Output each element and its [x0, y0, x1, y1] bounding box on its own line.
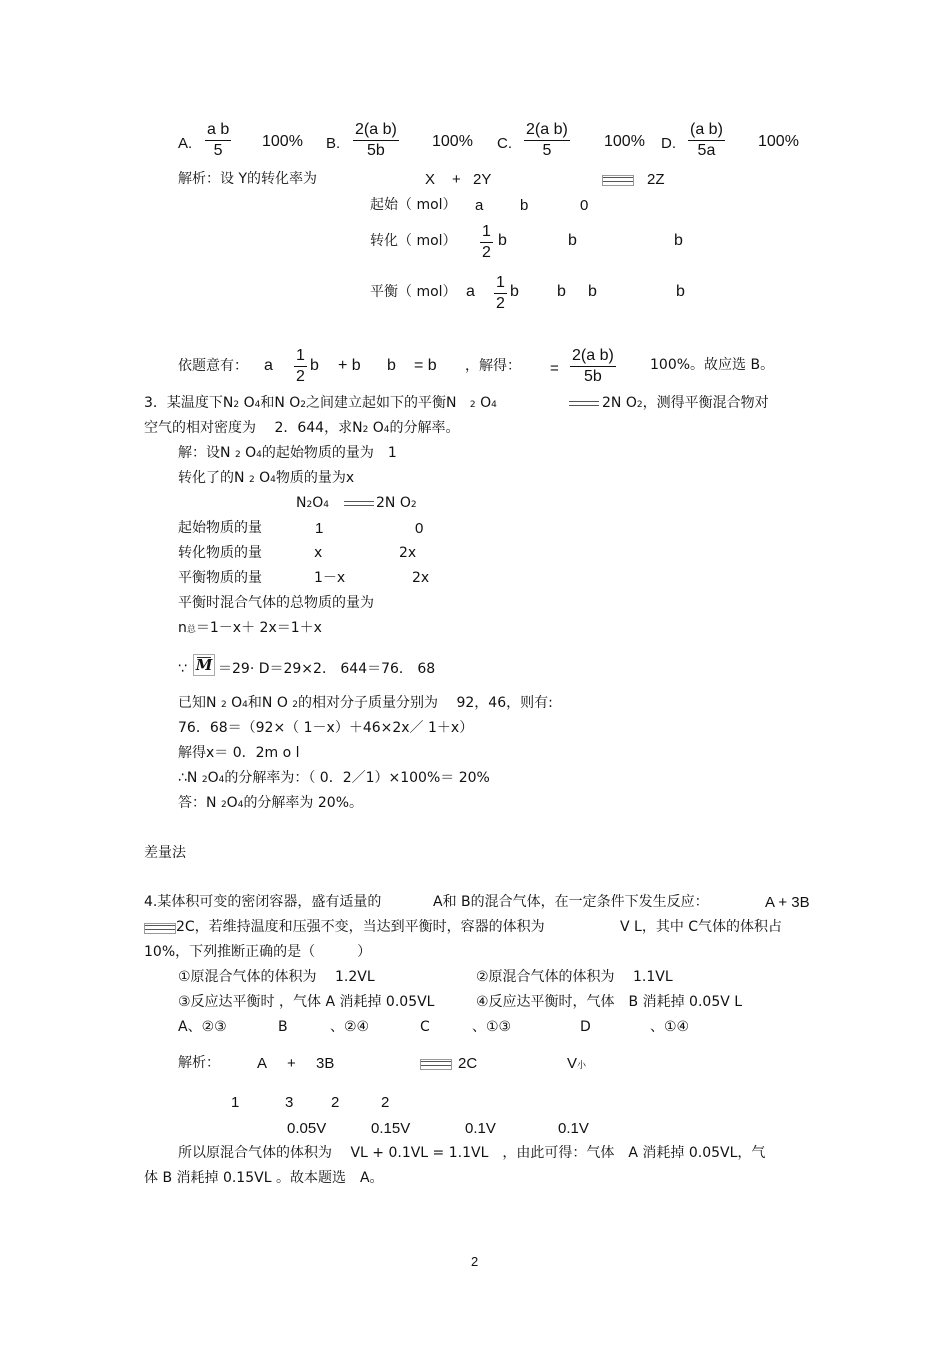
final-solve: ，解得： — [465, 358, 521, 374]
q4-analysis-label: 解析： — [178, 1055, 220, 1071]
q4-line-1b: A和 B的混合气体，在一定条件下发生反应： — [433, 894, 709, 910]
q3-l1-f: 2N O — [602, 395, 637, 411]
option-a-label: A. — [178, 135, 193, 152]
q3-line-10: ＝29· D＝29×2． 644＝76． 68 — [218, 661, 436, 677]
final-a: a — [264, 357, 273, 374]
start-label: 起始（ mol） — [370, 197, 457, 213]
q3-line-1 — [144, 396, 497, 410]
q3-l1-e: O — [480, 395, 492, 411]
q4-line-1c: A + 3B — [765, 894, 810, 911]
conversion-half-num: 1 — [482, 223, 491, 240]
q3-l14-sub4: 4 — [218, 775, 225, 785]
q4-choice-b: B — [278, 1019, 288, 1035]
section-title: 差量法 — [144, 845, 186, 861]
conversion-b-3: b — [674, 232, 683, 249]
start-b: b — [520, 197, 529, 214]
product-z: 2Z — [647, 171, 665, 188]
option-a-fraction — [205, 120, 231, 161]
option-a-denominator: 5 — [205, 140, 231, 161]
q4-conclusion-1: 所以原混合气体的体积为 VL + 0.1VL = 1.1VL ，由此可得：气体 A 消耗掉 0.05VL，气 — [178, 1145, 766, 1161]
q4-vol-1: 0.05V — [287, 1120, 327, 1137]
option-c-percent: 100% — [604, 133, 645, 150]
q3-eq-c: 2N O — [376, 495, 411, 511]
q3-line-3 — [178, 446, 397, 460]
final-half-den: 2 — [296, 368, 305, 385]
q4-analysis-arrow-icon — [420, 1059, 452, 1070]
q3-l1-sub4: 4 — [254, 400, 261, 410]
q3-line-10-because: ∵ — [178, 661, 187, 677]
q3-eq-b: O — [312, 495, 324, 511]
q3-line-12: 76．68＝（92×（ 1－x）＋46×2x／ 1＋x） — [178, 720, 474, 736]
q3-l9-b: ＝1－x＋ 2x＝1＋x — [195, 620, 322, 636]
q3-l3-c: 的起始物质的量为 1 — [261, 445, 397, 461]
q4-line-1a: 4.某体积可变的密闭容器，盛有适量的 — [144, 894, 382, 910]
q3-l4-sub2: 2 — [248, 475, 255, 485]
final-half — [294, 346, 307, 387]
q3-l3-sub4: 4 — [256, 450, 262, 460]
q4-choice-c-items: 、①③ — [472, 1019, 512, 1035]
q3-l4-c: 物质的量为x — [275, 470, 355, 486]
option-b-percent: 100% — [432, 133, 473, 150]
final-fraction-num: 2(a b) — [572, 347, 614, 364]
q4-analysis-2c: 2C — [458, 1055, 478, 1072]
q3-l2-sub2: 2 — [362, 425, 369, 435]
q4-vol-3: 0.1V — [465, 1120, 496, 1137]
plus-sign: + — [452, 171, 461, 188]
q4-vol-2: 0.15V — [371, 1120, 411, 1137]
q3-l15-sub4: 4 — [237, 800, 244, 810]
q3-l14-sub2: 2 — [201, 775, 208, 785]
q3-l11: 已知N — [178, 695, 217, 711]
q4-analysis-v-sub: 小 — [577, 1060, 587, 1070]
q4-line-2a: 2C，若维持温度和压强不变，当达到平衡时，容器的体积为 — [176, 919, 545, 935]
q3-molar-mass-symbol: M — [193, 654, 215, 676]
q3-l11-c: 和N O — [247, 695, 288, 711]
q3-eq-a: N — [296, 495, 307, 511]
start-a: a — [475, 197, 484, 214]
final-lead: 依题意有： — [178, 358, 248, 374]
q3-l2-c: 的分解率。 — [389, 420, 460, 436]
q3-line-1-tail — [602, 396, 769, 410]
q4-choice-c: C — [420, 1019, 430, 1035]
q3-line-14 — [178, 771, 490, 785]
q3-row-start-b: 0 — [415, 520, 424, 537]
option-d-label: D. — [661, 135, 676, 152]
option-d-denominator: 5a — [688, 140, 725, 161]
equilibrium-b-3: b — [588, 283, 597, 300]
q3-l2-b: O — [372, 420, 384, 436]
q4-line-3: 10%，下列推断正确的是（ ） — [144, 944, 372, 960]
q3-l15-c: 的分解率为 20%。 — [243, 795, 364, 811]
reactant-x: X — [425, 171, 436, 188]
q3-row-conv-a: x — [314, 545, 323, 561]
q4-statement-1: ①原混合气体的体积为 1.2VL — [178, 969, 375, 985]
final-tail: 100%。故应选 B。 — [650, 357, 775, 373]
equilibrium-half-num: 1 — [496, 274, 505, 291]
equilibrium-b-1: b — [510, 283, 519, 300]
q3-l1-sub2c: 2 — [469, 400, 476, 410]
q3-l14-b: O — [207, 770, 219, 786]
q3-l11-sub4: 4 — [242, 700, 248, 710]
option-d-numerator: (a b) — [690, 121, 723, 138]
conversion-label: 转化（ mol） — [370, 233, 457, 249]
q3-line-4 — [178, 471, 354, 485]
q4-coef-1: 1 — [231, 1094, 240, 1111]
q3-l9-sub: 总 — [186, 625, 196, 635]
q3-l1-sub2: 2 — [233, 400, 240, 410]
q3-l1-sub2b: 2 — [300, 400, 307, 410]
q3-l11-sub2b: 2 — [292, 700, 299, 710]
q3-line-2 — [144, 421, 460, 435]
equilibrium-b-4: b — [676, 283, 685, 300]
q3-row-start-label: 起始物质的量 — [178, 520, 262, 536]
q3-line-13: 解得x＝ 0．2m o l — [178, 745, 300, 761]
conversion-half — [480, 222, 493, 263]
q3-line-8: 平衡时混合气体的总物质的量为 — [178, 595, 374, 611]
start-zero: 0 — [580, 197, 589, 214]
final-b-2: b — [387, 357, 396, 374]
q3-l14-c: 的分解率为：（ 0．2／1）×100%＝ 20% — [224, 770, 490, 786]
q3-l4-b: O — [259, 470, 271, 486]
option-d-fraction — [688, 120, 725, 161]
q4-analysis-3b: 3B — [316, 1055, 335, 1072]
conversion-b-1: b — [498, 232, 507, 249]
q3-l1-a: 3．某温度下N — [144, 395, 234, 411]
q3-row-conv-b: 2x — [399, 545, 417, 561]
q3-l15-b: O — [226, 795, 238, 811]
q4-statement-2: ②原混合气体的体积为 1.1VL — [476, 969, 673, 985]
q3-l1-g: ，测得平衡混合物对 — [642, 395, 769, 411]
option-b-fraction — [353, 120, 399, 161]
equilibrium-b-2: b — [557, 283, 566, 300]
q3-l1-sub4b: 4 — [491, 400, 497, 410]
q3-l1-c: 和N O — [260, 395, 301, 411]
option-b-numerator: 2(a b) — [355, 121, 397, 138]
option-d-percent: 100% — [758, 133, 799, 150]
q4-coef-2: 2 — [331, 1094, 340, 1111]
q3-row-eq-a: 1－x — [314, 570, 346, 586]
reactant-y: 2Y — [473, 171, 492, 188]
final-fraction-den: 5b — [570, 366, 616, 387]
q3-row-eq-b: 2x — [412, 570, 430, 586]
option-c-label: C. — [497, 135, 512, 152]
q3-line-15 — [178, 796, 363, 810]
q4-coef-2b: 2 — [381, 1094, 390, 1111]
q3-eq-sub2b: 2 — [410, 500, 417, 510]
q3-equation — [296, 496, 329, 510]
equilibrium-label: 平衡（ mol） — [370, 284, 457, 300]
q3-l4: 转化了的N — [178, 470, 245, 486]
q3-l11-sub2: 2 — [220, 700, 227, 710]
conversion-b-2: b — [568, 232, 577, 249]
q3-l14-a: ∴N — [178, 770, 198, 786]
q3-l3-b: O — [245, 445, 257, 461]
q4-statement-3: ③反应达平衡时 ，气体 A 消耗掉 0.05VL — [178, 994, 435, 1010]
equilibrium-half-den: 2 — [496, 295, 505, 312]
equilibrium-a: a — [466, 283, 475, 300]
final-b-1: b — [310, 357, 319, 374]
q3-eq-arrow-icon — [344, 500, 374, 508]
option-a-percent: 100% — [262, 133, 303, 150]
page-number: 2 — [471, 1254, 479, 1269]
q3-line-11 — [178, 696, 553, 710]
option-c-fraction — [524, 120, 570, 161]
q4-analysis-v-letter: V — [567, 1055, 578, 1072]
q3-l3: 解：设N — [178, 445, 231, 461]
option-a-numerator: a b — [207, 121, 230, 138]
q3-line-9 — [178, 621, 322, 635]
q3-equation-product — [376, 496, 417, 510]
q3-l11-d: 的相对分子质量分别为 92，46，则有: — [298, 695, 553, 711]
q4-analysis-plus: + — [287, 1055, 296, 1072]
option-b-label: B. — [326, 135, 341, 152]
conversion-half-den: 2 — [482, 244, 491, 261]
final-plus-b: + b — [338, 357, 361, 374]
q3-row-eq-label: 平衡物质的量 — [178, 570, 262, 586]
option-b-denominator: 5b — [353, 140, 399, 161]
q4-equilibrium-arrow-icon — [144, 923, 176, 934]
q3-l11-b: O — [231, 695, 243, 711]
final-fraction — [570, 346, 616, 387]
q4-analysis-v — [567, 1056, 586, 1071]
q3-l15-sub2: 2 — [220, 800, 227, 810]
q3-l3-sub2: 2 — [234, 450, 241, 460]
equilibrium-arrow-icon — [602, 175, 634, 186]
final-half-num: 1 — [296, 347, 305, 364]
q4-choice-a: A、②③ — [178, 1019, 227, 1035]
q3-l2-sub4: 4 — [383, 425, 390, 435]
q4-line-2b: V L，其中 C气体的体积占 — [620, 919, 783, 935]
q4-choice-d: D — [580, 1019, 591, 1035]
q4-coef-3: 3 — [285, 1094, 294, 1111]
final-equals: = — [550, 360, 559, 377]
q3-l4-sub4: 4 — [270, 475, 276, 485]
q3-l1-d: 之间建立起如下的平衡N — [306, 395, 457, 411]
q3-eq-sub2: 2 — [306, 500, 313, 510]
q4-vol-4: 0.1V — [558, 1120, 589, 1137]
q4-choice-b-items: 、②④ — [330, 1019, 370, 1035]
final-equals-b: = b — [414, 357, 437, 374]
analysis-intro: 解析：设 Y的转化率为 — [178, 171, 318, 187]
q3-l2: 空气的相对密度为 2．644，求N — [144, 420, 363, 436]
q4-choice-d-items: 、①④ — [650, 1019, 690, 1035]
equilibrium-half — [494, 273, 507, 314]
q4-statement-4: ④反应达平衡时，气体 B 消耗掉 0.05V L — [476, 994, 743, 1010]
q3-row-start-a: 1 — [315, 520, 324, 537]
q4-conclusion-2: 体 B 消耗掉 0.15VL 。故本题选 A。 — [144, 1170, 384, 1186]
q4-analysis-a: A — [257, 1055, 268, 1072]
option-c-numerator: 2(a b) — [526, 121, 568, 138]
q3-l9-n: n — [178, 620, 187, 636]
option-c-denominator: 5 — [524, 140, 570, 161]
q3-row-conv-label: 转化物质的量 — [178, 545, 262, 561]
q3-l1-b: O — [243, 395, 255, 411]
q3-l15-a: 答：N — [178, 795, 217, 811]
q3-equilibrium-arrow-icon — [569, 400, 599, 408]
q3-eq-sub4: 4 — [323, 500, 329, 510]
q3-l1-sub2d: 2 — [636, 400, 643, 410]
